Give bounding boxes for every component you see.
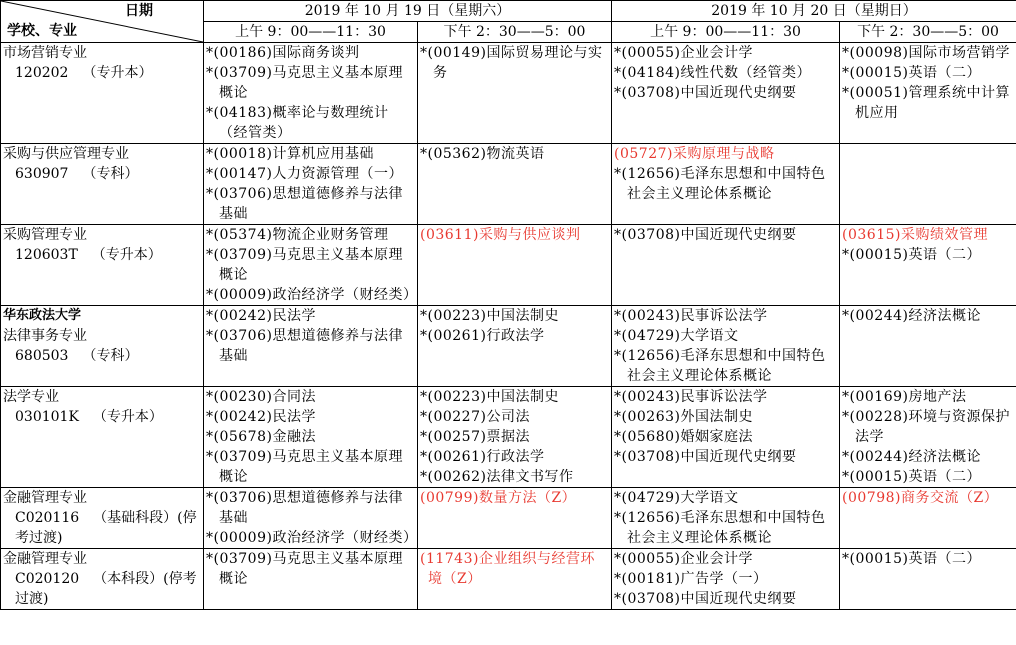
- major-code-line: [3, 508, 201, 548]
- exam-course: *(03709)马克思主义基本原理概论: [206, 65, 403, 101]
- exam-course-highlighted: (00799)数量方法（Z）: [420, 490, 577, 506]
- exam-course: *(12656)毛泽东思想和中国特色社会主义理论体系概论: [614, 510, 826, 546]
- exam-session-cell: [204, 549, 418, 610]
- exam-course: *(00149)国际贸易理论与实务: [420, 45, 603, 81]
- exam-course: *(00261)行政法学: [420, 449, 545, 465]
- exam-course: *(00147)人力资源管理（一）: [206, 166, 403, 182]
- school-major-cell: [1, 144, 204, 225]
- exam-course: *(04183)概率论与数理统计（经管类）: [206, 105, 389, 141]
- exam-course: *(05374)物流企业财务管理: [206, 227, 389, 243]
- exam-session-cell: [840, 387, 1016, 488]
- school-name: 华东政法大学: [3, 308, 82, 323]
- major-code-line: [3, 407, 201, 427]
- session-header: 上午 9：00——11：30: [612, 22, 840, 43]
- exam-course: *(03709)马克思主义基本原理概论: [206, 449, 403, 485]
- exam-session-cell: [840, 306, 1016, 387]
- major-code: 120202: [15, 65, 69, 81]
- exam-course: *(12656)毛泽东思想和中国特色社会主义理论体系概论: [614, 348, 826, 384]
- major-name: 采购管理专业: [3, 227, 87, 243]
- major-name: 法学专业: [3, 389, 59, 405]
- exam-course: *(00243)民事诉讼法学: [614, 308, 768, 324]
- exam-session-cell: [204, 387, 418, 488]
- exam-course-highlighted: (11743)企业组织与经营环境（Z）: [420, 551, 595, 587]
- date-header-day1: 2019 年 10 月 19 日（星期六）: [204, 1, 612, 22]
- exam-course: *(00009)政治经济学（财经类）: [206, 530, 418, 546]
- exam-session-cell: [840, 549, 1016, 610]
- major-name: 金融管理专业: [3, 490, 87, 506]
- exam-session-cell: [612, 387, 840, 488]
- major-level: （专科）: [82, 166, 139, 182]
- major-code: 680503: [15, 348, 69, 364]
- exam-course-highlighted: (00798)商务交流（Z）: [842, 490, 999, 506]
- exam-session-cell: [612, 225, 840, 306]
- exam-session-cell: [840, 144, 1016, 225]
- exam-session-cell: [840, 43, 1016, 144]
- corner-header-cell: [1, 1, 204, 43]
- school-major-cell: [1, 488, 204, 549]
- exam-session-cell: [418, 549, 612, 610]
- session-header: 下午 2：30——5：00: [840, 22, 1016, 43]
- exam-course: *(00262)法律文书写作: [420, 469, 574, 485]
- table-row: [1, 306, 1016, 387]
- exam-session-cell: [840, 225, 1016, 306]
- exam-course: *(05362)物流英语: [420, 146, 545, 162]
- exam-course: *(00055)企业会计学: [614, 551, 753, 567]
- exam-session-cell: [204, 306, 418, 387]
- exam-course: *(00261)行政法学: [420, 328, 545, 344]
- exam-course: *(03708)中国近现代史纲要: [614, 85, 797, 101]
- school-major-cell: [1, 549, 204, 610]
- exam-course: *(00244)经济法概论: [842, 308, 981, 324]
- exam-course: *(00015)英语（二）: [842, 65, 981, 81]
- major-code-line: [3, 569, 201, 609]
- exam-session-cell: [204, 144, 418, 225]
- corner-school-label: 学校、专业: [7, 23, 77, 39]
- exam-course: *(00098)国际市场营销学: [842, 45, 1010, 61]
- major-code: C020116: [15, 510, 80, 526]
- exam-course: *(00243)民事诉讼法学: [614, 389, 768, 405]
- exam-session-cell: [418, 43, 612, 144]
- exam-course: *(00015)英语（二）: [842, 247, 981, 263]
- exam-course: *(00244)经济法概论: [842, 449, 981, 465]
- school-major-cell: [1, 306, 204, 387]
- exam-course: *(00227)公司法: [420, 409, 530, 425]
- exam-course-highlighted: (05727)采购原理与战略: [614, 146, 775, 162]
- exam-session-cell: [840, 488, 1016, 549]
- exam-course: *(00223)中国法制史: [420, 389, 559, 405]
- major-level: （基础科段）(停考过渡): [15, 510, 197, 546]
- corner-date-label: 日期: [125, 3, 153, 19]
- major-code-line: [3, 346, 201, 366]
- major-level: （本科段）(停考过渡): [15, 571, 197, 607]
- major-name: 采购与供应管理专业: [3, 146, 129, 162]
- session-header: 上午 9：00——11：30: [204, 22, 418, 43]
- exam-session-cell: [612, 549, 840, 610]
- exam-course: *(00015)英语（二）: [842, 551, 981, 567]
- exam-course: *(03706)思想道德修养与法律基础: [206, 186, 403, 222]
- school-major-cell: [1, 387, 204, 488]
- session-header: 下午 2：30——5：00: [418, 22, 612, 43]
- exam-session-cell: [204, 488, 418, 549]
- exam-course: *(00015)英语（二）: [842, 469, 981, 485]
- exam-session-cell: [418, 387, 612, 488]
- exam-session-cell: [204, 43, 418, 144]
- exam-course: *(00242)民法学: [206, 308, 316, 324]
- exam-course: *(03708)中国近现代史纲要: [614, 449, 797, 465]
- exam-course: *(04729)大学语文: [614, 328, 739, 344]
- exam-course: *(00263)外国法制史: [614, 409, 753, 425]
- major-code: 030101K: [15, 409, 79, 425]
- exam-session-cell: [418, 225, 612, 306]
- table-row: [1, 387, 1016, 488]
- exam-session-cell: [204, 225, 418, 306]
- major-level: （专升本）: [92, 409, 163, 425]
- exam-session-cell: [418, 144, 612, 225]
- exam-course: *(00181)广告学（一）: [614, 571, 768, 587]
- major-level: （专升本）: [82, 65, 153, 81]
- exam-session-cell: [418, 306, 612, 387]
- exam-course: *(03709)马克思主义基本原理概论: [206, 551, 403, 587]
- exam-course: *(04729)大学语文: [614, 490, 739, 506]
- exam-course-highlighted: (03615)采购绩效管理: [842, 227, 988, 243]
- exam-course: *(00228)环境与资源保护法学: [842, 409, 1010, 445]
- major-level: （专科）: [82, 348, 139, 364]
- exam-course: *(03706)思想道德修养与法律基础: [206, 490, 403, 526]
- exam-course: *(05680)婚姻家庭法: [614, 429, 753, 445]
- major-code: C020120: [15, 571, 80, 587]
- exam-course: *(00018)计算机应用基础: [206, 146, 374, 162]
- exam-course: *(00051)管理系统中计算机应用: [842, 85, 1010, 121]
- exam-course: *(00055)企业会计学: [614, 45, 753, 61]
- schedule-body: [1, 43, 1016, 610]
- exam-course: *(03708)中国近现代史纲要: [614, 591, 797, 607]
- major-code-line: [3, 164, 201, 184]
- exam-course: *(03706)思想道德修养与法律基础: [206, 328, 403, 364]
- major-code: 120603T: [15, 247, 78, 263]
- major-level: （专升本）: [91, 247, 162, 263]
- exam-course: *(12656)毛泽东思想和中国特色社会主义理论体系概论: [614, 166, 826, 202]
- exam-course: *(00186)国际商务谈判: [206, 45, 360, 61]
- school-major-cell: [1, 225, 204, 306]
- major-code-line: [3, 245, 201, 265]
- table-row: [1, 43, 1016, 144]
- date-header-day2: 2019 年 10 月 20 日（星期日）: [612, 1, 1016, 22]
- exam-course: *(00242)民法学: [206, 409, 316, 425]
- major-code: 630907: [15, 166, 69, 182]
- exam-course: *(00009)政治经济学（财经类）: [206, 287, 418, 303]
- exam-session-cell: [612, 144, 840, 225]
- table-row: [1, 549, 1016, 610]
- exam-course: *(00169)房地产法: [842, 389, 967, 405]
- exam-course: *(00223)中国法制史: [420, 308, 559, 324]
- major-name: 市场营销专业: [3, 45, 87, 61]
- exam-course: *(00230)合同法: [206, 389, 316, 405]
- major-code-line: [3, 63, 201, 83]
- exam-course: *(03708)中国近现代史纲要: [614, 227, 797, 243]
- exam-course: *(04184)线性代数（经管类）: [614, 65, 811, 81]
- exam-session-cell: [612, 43, 840, 144]
- table-row: [1, 144, 1016, 225]
- exam-session-cell: [612, 488, 840, 549]
- exam-course: *(05678)金融法: [206, 429, 316, 445]
- table-row: [1, 488, 1016, 549]
- major-name: 金融管理专业: [3, 551, 87, 567]
- exam-course: *(03709)马克思主义基本原理概论: [206, 247, 403, 283]
- major-name: 法律事务专业: [3, 328, 87, 344]
- table-row: [1, 225, 1016, 306]
- exam-course-highlighted: (03611)采购与供应谈判: [420, 227, 581, 243]
- date-header-row: [1, 1, 1016, 22]
- exam-session-cell: [418, 488, 612, 549]
- exam-course: *(00257)票据法: [420, 429, 530, 445]
- school-major-cell: [1, 43, 204, 144]
- exam-session-cell: [612, 306, 840, 387]
